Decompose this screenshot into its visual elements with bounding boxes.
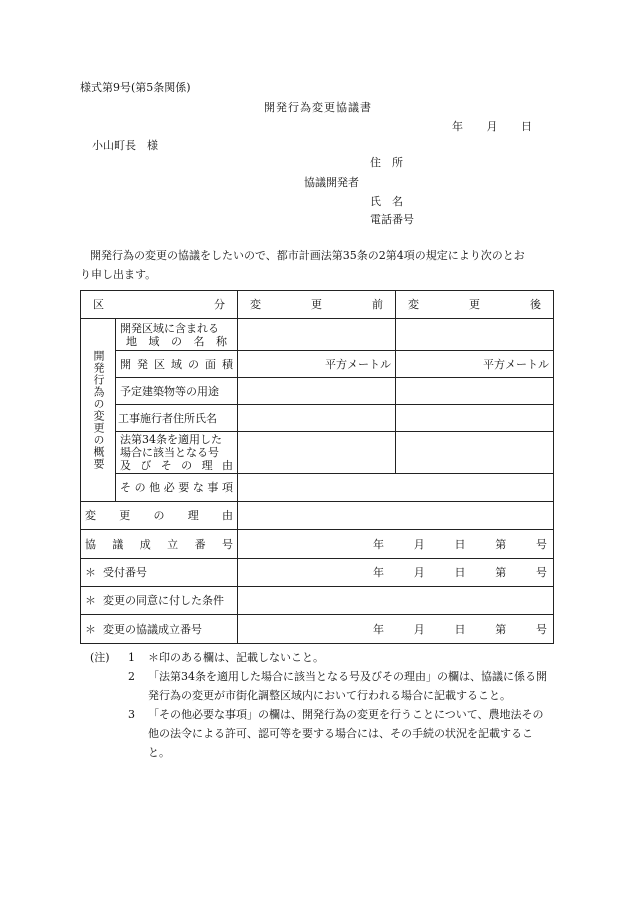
note-item: 3 「その他必要な事項」の欄は、開発行為の変更を行うことについて、農地法その他の法令による許可、認可等を要する場合には、その手続の状況を記載すること。 [128,708,544,759]
agreement-no-label: 協 議 成 立 番 号 [81,530,238,559]
contractor-before [238,405,396,432]
change-reason-label: 変 更 の 理 由 [81,502,238,530]
table-row [81,319,554,351]
law34-before [238,432,396,474]
contractor-after [396,405,554,432]
receipt-no-label: ＊ 受付番号 [81,559,238,587]
header-before-cell: 変 更 前 [238,291,396,319]
overview-label: 開発行為の変更の概要 [92,350,105,470]
table-header-row [81,291,554,319]
asterisk-mark: ＊ [85,594,96,607]
phone-label: 電話番号 [370,213,414,226]
date-month: 月 [486,120,498,133]
asterisk-mark: ＊ [85,566,96,579]
name-label: 氏 名 [370,195,403,208]
note-item: (注) 1 ＊印のある欄は、記載しないこと。 [90,648,550,667]
change-reason-value [238,502,554,530]
area-name-label: 開発区域に含まれる 地 域 の 名 称 [116,319,238,351]
document-title: 開発行為変更協議書 [264,101,372,114]
form-number: 様式第9号(第5条関係) [80,81,191,94]
notes-label: (注) [90,651,110,664]
other-label: そ の 他 必 要 な 事 項 [116,474,238,502]
consent-conditions-value [238,587,554,615]
agreement-no-value: 年 月 日 第 号 [238,530,554,559]
date-line [452,120,532,134]
table-row [81,615,554,644]
table-row [81,432,554,474]
change-agreement-no-label: ＊ 変更の協議成立番号 [81,615,238,644]
law34-after [396,432,554,474]
other-value [238,474,554,502]
address-label: 住 所 [370,156,403,169]
table-row [81,405,554,432]
area-size-label: 開 発 区 域 の 面 積 [116,351,238,378]
note-item: 2 「法第34条を適用した場合に該当となる号及びその理由」の欄は、協議に係る開発行為の変更が市街化調整区域内において行われる場合に記載すること。 [128,670,547,702]
area-size-after: 平方メートル [396,351,554,378]
addressee: 小山町長 様 [92,139,158,152]
overview-label-cell [81,319,116,502]
notes-section [90,648,550,762]
consent-conditions-label: ＊ 変更の同意に付した条件 [81,587,238,615]
change-agreement-no-value: 年 月 日 第 号 [238,615,554,644]
receipt-no-value: 年 月 日 第 号 [238,559,554,587]
table-row [81,502,554,530]
area-size-before: 平方メートル [238,351,396,378]
area-name-after [396,319,554,351]
applicant-label: 協議開発者 [304,176,359,189]
table-row [81,530,554,559]
asterisk-mark: ＊ [85,622,96,636]
table-row [81,587,554,615]
date-day: 日 [521,120,532,133]
building-use-label: 予定建築物等の用途 [116,378,238,405]
table-row [81,378,554,405]
form-table [80,290,554,644]
header-section-cell: 区 分 [81,291,238,319]
table-row [81,474,554,502]
intro-line-1: 開発行為の変更の協議をしたいので、都市計画法第35条の2第4項の規定により次のとお [90,249,525,262]
table-row [81,559,554,587]
date-year: 年 [452,120,463,133]
contractor-label: 工事施行者住所氏名 [116,405,238,432]
law34-label: 法第34条を適用した 場合に該当となる号 及 び そ の 理 由 [116,432,238,474]
header-after-cell: 変 更 後 [396,291,554,319]
building-use-after [396,378,554,405]
building-use-before [238,378,396,405]
area-name-before [238,319,396,351]
table-row [81,351,554,378]
intro-line-2: り申し出ます。 [80,268,157,281]
